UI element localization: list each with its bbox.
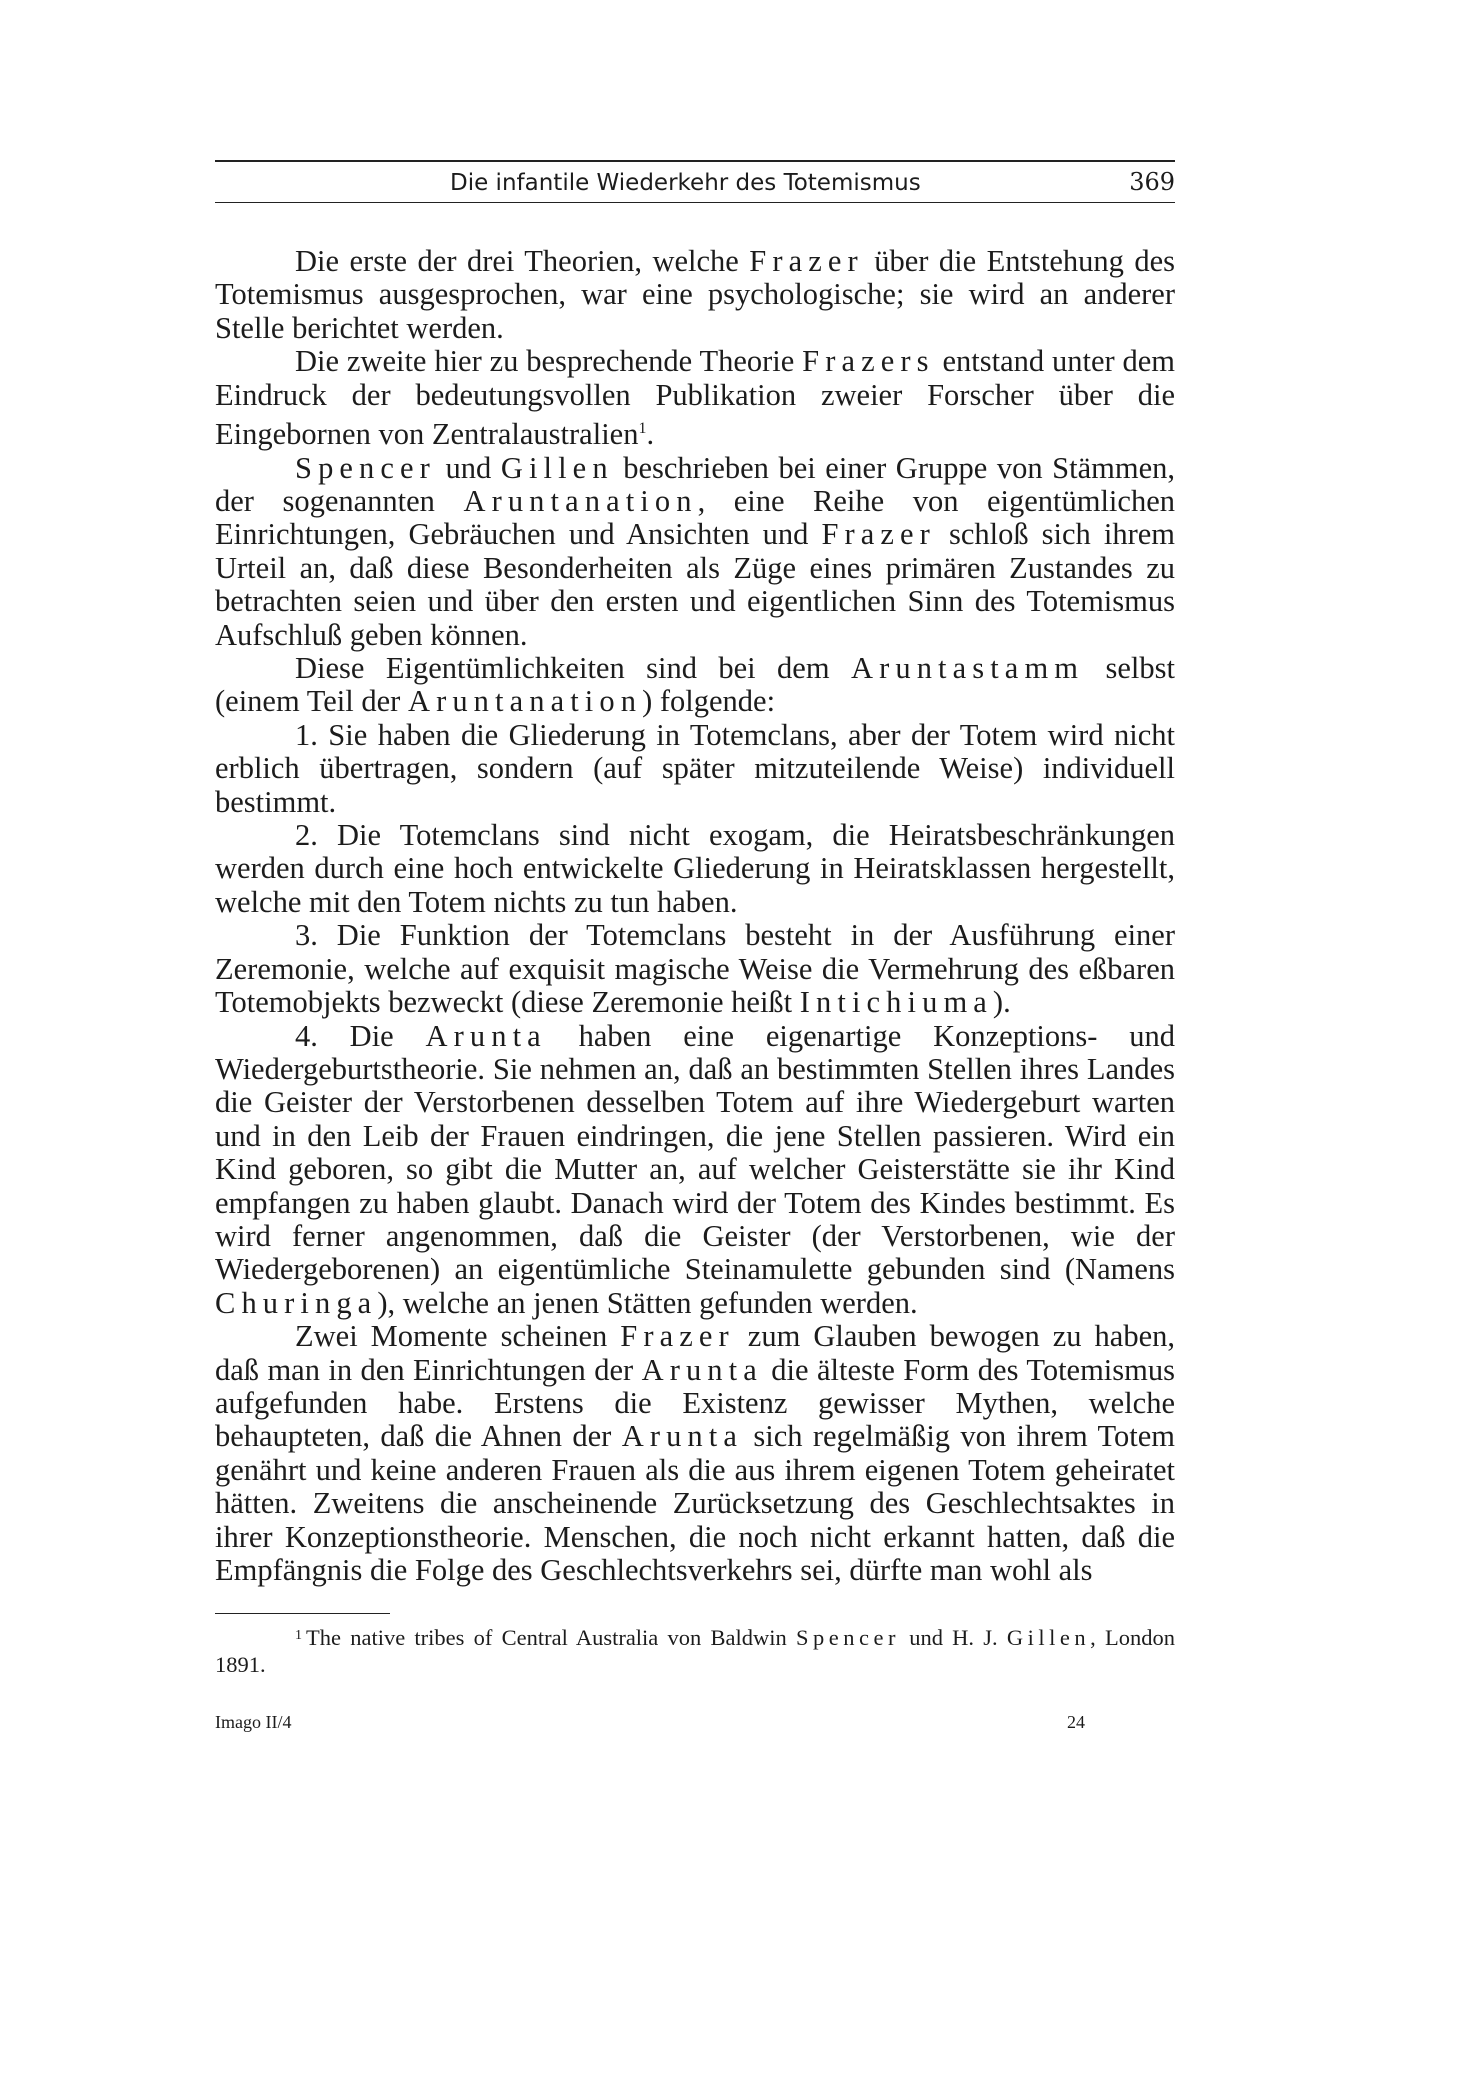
sheet-number: 24 — [1067, 1712, 1085, 1733]
footnote: $^1$ The native tribes of Central Australia von Baldwin Spencer und H. J. Gillen, London 1891. — [215, 1625, 1176, 1678]
paragraph: Die zweite hier zu besprechende Theorie Frazers entstand unter dem Eindruck der bedeutungsvollen Publikation zweier Forscher über die Eingebornen von Zentralaustralien$^1$. — [215, 344, 1176, 452]
body-text — [215, 245, 1175, 1587]
list-item: 1. Sie haben die Gliederung in Totemclans, aber der Totem wird nicht erblich übertragen, sondern (auf später mitzuteilende Weise) individuell bestimmt. — [215, 717, 1175, 819]
page-footer — [215, 1712, 1085, 1733]
paragraph: Spencer und Gillen beschrieben bei einer Gruppe von Stämmen, der sogenannten Aruntanation, eine Reihe von eigentümlichen Einrichtungen, Gebräuchen und Ansichten und Frazer schloß sich ihrem Urteil an, daß diese Besonderheiten als Züge eines primären Zustandes zu betrachten seien und über den ersten und eigentlichen Sinn des Totemismus Aufschluß geben können. — [215, 450, 1176, 652]
footnote-rule — [215, 1613, 390, 1614]
running-title: Die infantile Wiederkehr des Totemismus — [450, 170, 921, 196]
running-head — [215, 168, 1175, 196]
list-item: 4. Die Arunta haben eine eigenartige Konzeptions- und Wiedergeburtstheorie. Sie nehmen an, daß an bestimmten Stellen ihres Landes die Geister der Verstorbenen desselben Totem auf ihre Wiedergeburt warten und in den Leib der Frauen eindringen, die jene Stellen passieren. Wird ein Kind geboren, so gibt die Mutter an, auf welcher Geisterstätte sie ihr Kind empfangen zu haben glaubt. Danach wird der Totem des Kindes bestimmt. Es wird ferner angenommen, daß die Geister (der Verstorbenen, wie der Wiedergeborenen) an eigentümliche Steinamulette gebunden sind (Namens Churinga), welche an jenen Stätten gefunden werden. — [215, 1018, 1175, 1320]
signature-mark: Imago II/4 — [215, 1712, 292, 1733]
list-item: 2. Die Totemclans sind nicht exogam, die Heiratsbeschränkungen werden durch eine hoch entwickelte Gliederung in Heiratsklassen hergestellt, welche mit den Totem nichts zu tun haben. — [215, 818, 1175, 919]
header-bottom-rule — [215, 202, 1175, 203]
paragraph: Zwei Momente scheinen Frazer zum Glauben bewogen zu haben, daß man in den Einrichtungen der Arunta die älteste Form des Totemismus aufgefunden habe. Erstens die Existenz gewisser Mythen, welche behaupteten, daß die Ahnen der Arunta sich regelmäßig von ihrem Totem genährt und keine anderen Frauen als die aus ihrem eigenen Totem geheiratet hätten. Zweitens die anscheinende Zurücksetzung des Geschlechtsaktes in ihrer Konzeptionstheorie. Menschen, die noch nicht erkannt hatten, daß die Empfängnis die Folge des Geschlechtsverkehrs sei, dürfte man wohl als — [215, 1319, 1175, 1587]
footnote-reference: 1 — [638, 420, 647, 438]
paragraph: Die erste der drei Theorien, welche Frazer über die Entstehung des Totemismus ausgesprochen, war eine psychologische; sie wird an anderer Stelle berichtet werden. — [215, 244, 1175, 345]
header-top-rule — [215, 160, 1175, 162]
book-page — [215, 160, 1175, 1733]
list-item: 3. Die Funktion der Totemclans besteht in der Ausführung einer Zeremonie, welche auf exquisit magische Weise die Vermehrung des eßbaren Totemobjekts bezweckt (diese Zeremonie heißt Intichiuma). — [215, 918, 1175, 1020]
paragraph: Diese Eigentümlichkeiten sind bei dem Aruntastamm selbst (einem Teil der Aruntanation) folgende: — [215, 651, 1175, 719]
footnote-marker: 1 — [295, 1628, 302, 1644]
page-number: 369 — [1129, 168, 1175, 196]
